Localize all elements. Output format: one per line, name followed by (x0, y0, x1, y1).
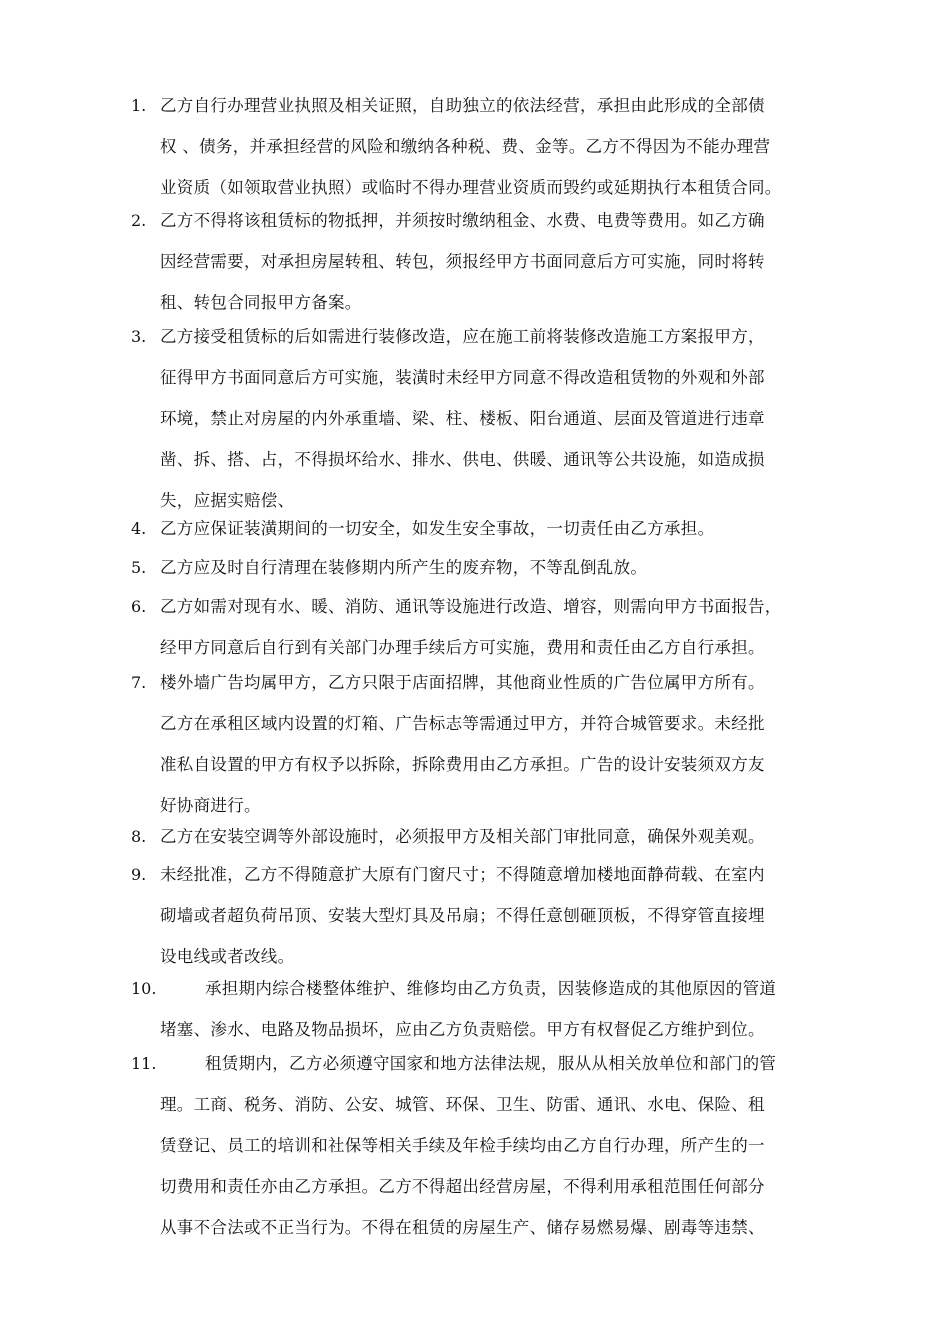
clause-text-line: 租、转包合同报甲方备案。 (160, 293, 362, 312)
clause-text-line: 楼外墙广告均属甲方，乙方只限于店面招牌，其他商业性质的广告位属甲方所有。 (160, 673, 765, 692)
clause-text-line: 租赁期内，乙方必须遵守国家和地方法律法规，服从从相关放单位和部门的管 (205, 1054, 777, 1073)
clause-text-line: 切费用和责任亦由乙方承担。乙方不得超出经营房屋，不得利用承租范围任何部分 (160, 1177, 765, 1196)
clause-number: 8. (131, 827, 147, 846)
clause-text-line: 准私自设置的甲方有权予以拆除，拆除费用由乙方承担。广告的设计安装须双方友 (160, 755, 765, 774)
clause-text-line: 乙方接受租赁标的后如需进行装修改造，应在施工前将装修改造施工方案报甲方， (160, 327, 765, 346)
clause-text-line: 征得甲方书面同意后方可实施，装潢时未经甲方同意不得改造租赁物的外观和外部 (160, 368, 765, 387)
clause-text-line: 乙方自行办理营业执照及相关证照，自助独立的依法经营，承担由此形成的全部债 (160, 96, 765, 115)
clause-number: 5. (131, 558, 147, 577)
clause-text-line: 乙方应及时自行清理在装修期内所产生的废弃物，不等乱倒乱放。 (160, 558, 648, 577)
clause-number: 1. (131, 96, 147, 115)
clause-text-line: 乙方在安装空调等外部设施时，必须报甲方及相关部门审批同意，确保外观美观。 (160, 827, 765, 846)
clause-text-line: 从事不合法或不正当行为。不得在租赁的房屋生产、储存易燃易爆、剧毒等违禁、 (160, 1218, 765, 1237)
clause-text-line: 乙方应保证装潢期间的一切安全，如发生安全事故，一切责任由乙方承担。 (160, 519, 715, 538)
clause-text-line: 因经营需要，对承担房屋转租、转包，须报经甲方书面同意后方可实施，同时将转 (160, 252, 765, 271)
clause-number: 4. (131, 519, 147, 538)
clause-number: 7. (131, 673, 147, 692)
clause-number: 3. (131, 327, 147, 346)
clause-text-line: 好协商进行。 (160, 796, 261, 815)
clause-text-line: 业资质（如领取营业执照）或临时不得办理营业资质而毁约或延期执行本租赁合同。 (160, 178, 782, 197)
clause-text-line: 乙方在承租区域内设置的灯箱、广告标志等需通过甲方，并符合城管要求。未经批 (160, 714, 765, 733)
clause-text-line: 权 、债务，并承担经营的风险和缴纳各种税、费、金等。乙方不得因为不能办理营 (160, 137, 771, 156)
clause-number: 2. (131, 211, 147, 230)
clause-text-line: 乙方如需对现有水、暖、消防、通讯等设施进行改造、增容，则需向甲方书面报告， (160, 597, 782, 616)
clause-text-line: 砌墙或者超负荷吊顶、安装大型灯具及吊扇；不得任意刨砸顶板，不得穿管直接埋 (160, 906, 765, 925)
clause-text-line: 凿、拆、搭、占，不得损坏给水、排水、供电、供暖、通讯等公共设施，如造成损 (160, 450, 765, 469)
clause-text-line: 承担期内综合楼整体维护、维修均由乙方负责，因装修造成的其他原因的管道 (205, 979, 777, 998)
clause-text-line: 未经批准，乙方不得随意扩大原有门窗尺寸；不得随意增加楼地面静荷载、在室内 (160, 865, 765, 884)
clause-text-line: 赁登记、员工的培训和社保等相关手续及年检手续均由乙方自行办理，所产生的一 (160, 1136, 765, 1155)
clause-number: 11. (131, 1054, 157, 1073)
clause-number: 6. (131, 597, 147, 616)
clause-number: 9. (131, 865, 147, 884)
clause-text-line: 乙方不得将该租赁标的物抵押，并须按时缴纳租金、水费、电费等费用。如乙方确 (160, 211, 765, 230)
clause-text-line: 环境，禁止对房屋的内外承重墙、梁、柱、楼板、阳台通道、层面及管道进行违章 (160, 409, 765, 428)
clause-text-line: 堵塞、渗水、电路及物品损坏，应由乙方负责赔偿。甲方有权督促乙方维护到位。 (160, 1020, 765, 1039)
clause-text-line: 经甲方同意后自行到有关部门办理手续后方可实施，费用和责任由乙方自行承担。 (160, 638, 765, 657)
clause-text-line: 理。工商、税务、消防、公安、城管、环保、卫生、防雷、通讯、水电、保险、租 (160, 1095, 765, 1114)
clause-text-line: 失，应据实赔偿、 (160, 491, 295, 510)
clause-number: 10. (131, 979, 157, 998)
clause-text-line: 设电线或者改线。 (160, 947, 295, 966)
